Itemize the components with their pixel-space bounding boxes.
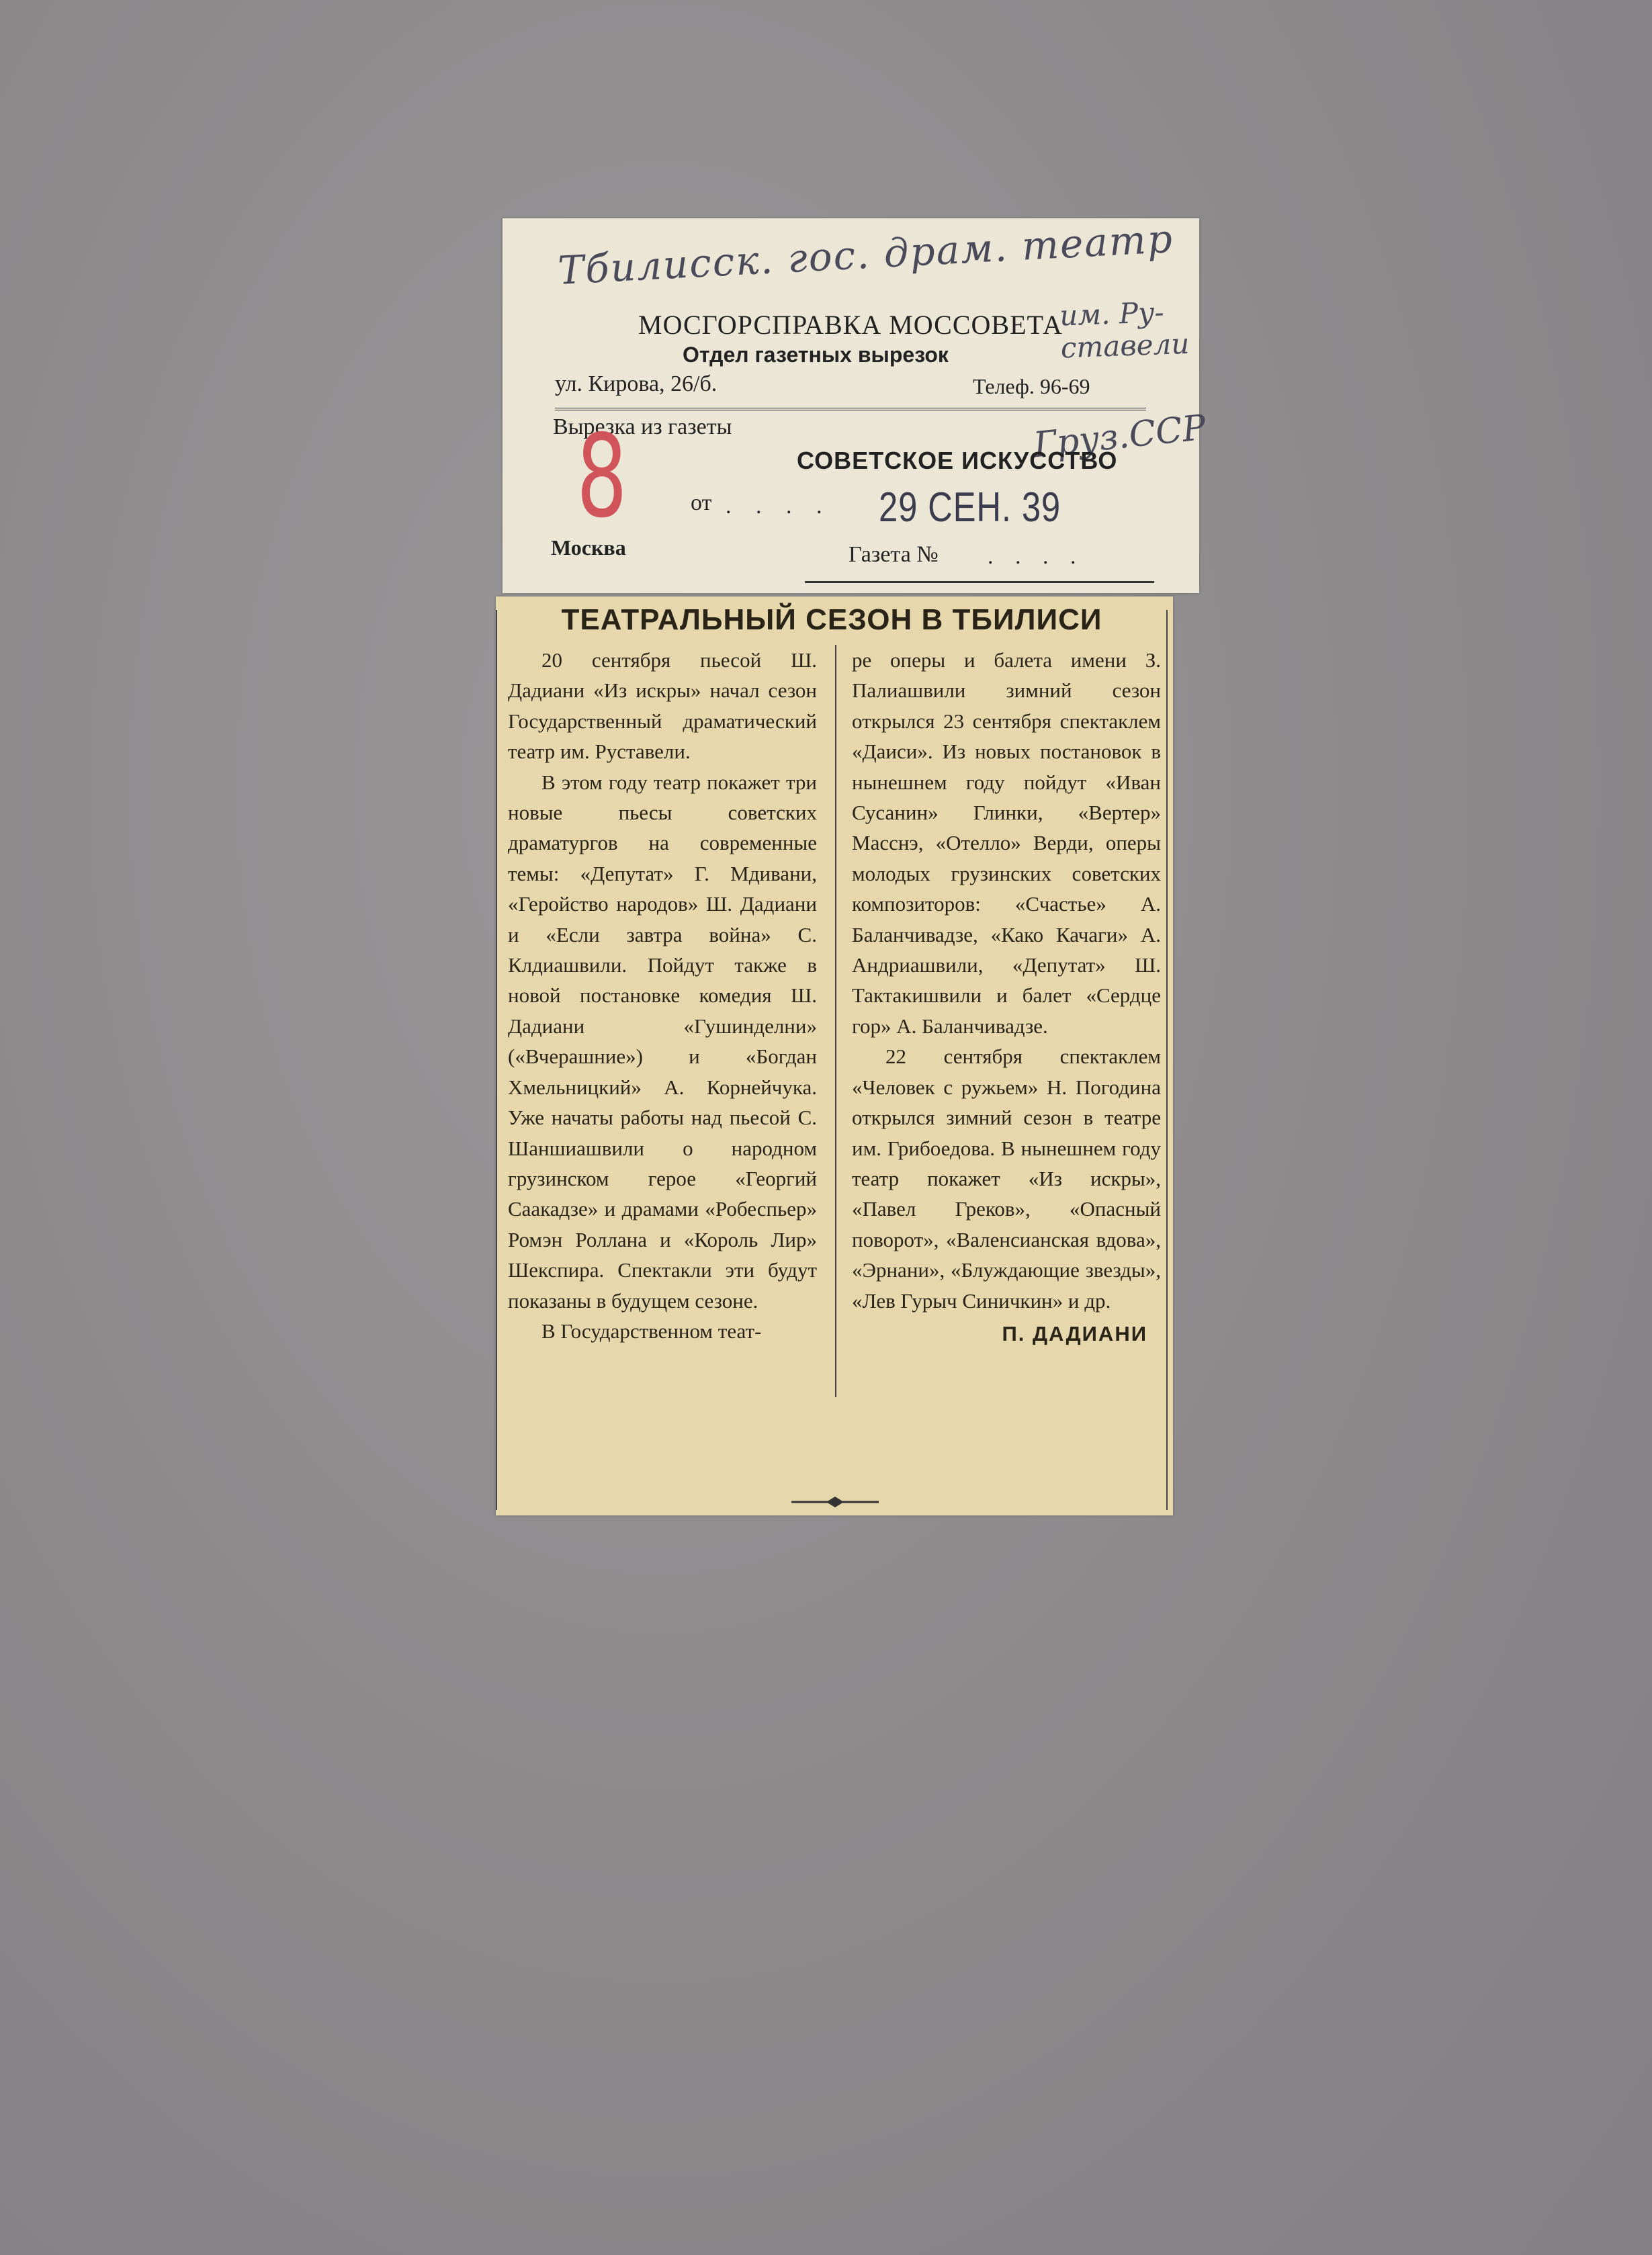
handwritten-side-note: им. Ру- ставели — [1059, 296, 1190, 365]
department-name: Отдел газетных вырезок — [683, 343, 949, 367]
article-headline: ТЕАТРАЛЬНЫЙ СЕЗОН В ТБИЛИСИ — [561, 603, 1102, 636]
organization-name: МОСГОРСПРАВКА МОССОВЕТА — [638, 310, 1063, 340]
red-handwritten-number: 8 — [576, 410, 627, 543]
issue-dots: . . . . — [988, 544, 1084, 569]
address: ул. Кирова, 26/б. — [555, 371, 718, 396]
paragraph: ре оперы и балета имени З. Палиашвили зимний сезон открылся 23 сентября спектаклем «Даиси». Из новых постановок в нынешнем году пойдут «Иван Сусанин» Глинки, «Вертер» Масснэ, «Отелло» Верди, оперы молодых грузинских советских композиторов: «Счастье» А. Баланчивадзе, «Како Качаги» А. Андриашвили, «Депутат» Ш. Тактакишвили и балет «Сердце гор» А. Баланчивадзе. — [852, 648, 1161, 1038]
footer-divider — [805, 581, 1154, 583]
paragraph: В Государственном теат- — [541, 1319, 762, 1343]
newspaper-clipping — [496, 596, 1173, 1515]
column-divider — [835, 645, 836, 1397]
paragraph: В этом году театр покажет три новые пьесы советских драматургов на современные темы: «Депутат» Г. Мдивани, «Геройство народов» Ш. Дадиани и «Если завтра война» С. Клдиашвили. Пойдут также в новой постановке комедия Ш. Дадиани «Гушинделни» («Вчерашние») и «Богдан Хмельницкий» А. Корнейчука. Уже начаты работы над пьесой С. Шаншиашвили о народном грузинском герое «Георгий Саакадзе» и драмами «Робеспьер» Ромэн Роллана и «Король Лир» Шекспира. Спектакли эти будут показаны в будущем сезоне. — [508, 770, 817, 1313]
date-stamp: 29 СЕН. 39 — [879, 484, 1061, 531]
date-dots: . . . . — [726, 494, 832, 519]
issue-label: Газета № — [849, 542, 939, 567]
paragraph: 20 сентября пьесой Ш. Дадиани «Из искры» начал сезон Государственный драматический театр им. Руставели. — [508, 648, 817, 764]
left-border — [496, 610, 497, 1510]
date-label: от — [691, 490, 712, 515]
article-column-2 — [852, 645, 1161, 1349]
phone-number: Телеф. 96-69 — [973, 374, 1090, 398]
header-divider — [555, 408, 1146, 410]
clipping-service-form — [503, 216, 1208, 593]
handwritten-theatre-note: Тбилисск. гос. драм. театр — [556, 216, 1175, 294]
right-border — [1166, 610, 1168, 1510]
newspaper-name: СОВЕТСКОЕ ИСКУССТВО — [797, 447, 1118, 474]
end-ornament — [791, 1495, 879, 1509]
article-column-1 — [508, 645, 817, 1346]
author-signature: П. ДАДИАНИ — [1002, 1321, 1147, 1345]
paragraph: 22 сентября спектаклем «Человек с ружьем» Н. Погодина открылся зимний сезон в театре им. Грибоедова. В нынешнем году театр покажет «Из искры», «Павел Греков», «Опасный поворот», «Валенсианская вдова», «Эрнани», «Блуждающие звезды», «Лев Гурыч Синичкин» и др. — [852, 1045, 1161, 1313]
handwritten-region-note: Груз.ССР — [1031, 407, 1208, 466]
city-label: Москва — [551, 535, 626, 560]
cutting-label: Вырезка из газеты — [553, 414, 732, 439]
